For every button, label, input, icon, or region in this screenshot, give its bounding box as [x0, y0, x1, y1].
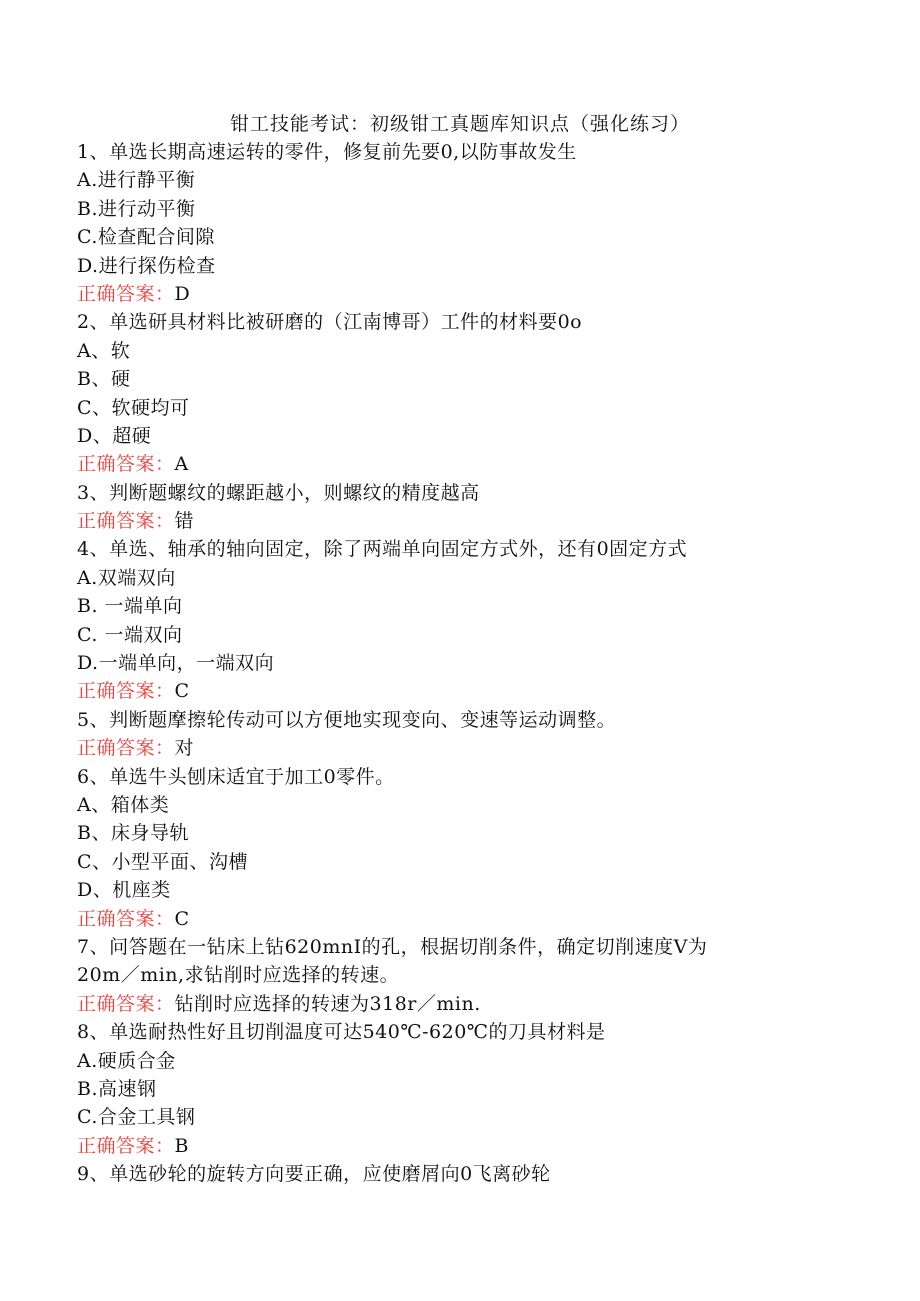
- answer-option: D.一端单向，一端双向: [77, 652, 275, 675]
- correct-answer-row: [77, 507, 797, 535]
- question-stem: 1、单选长期高速运转的零件，修复前先要0,以防事故发生: [77, 141, 577, 163]
- correct-answer-label: 正确答案：: [77, 680, 175, 703]
- answer-option: C. 一端双向: [77, 623, 183, 646]
- correct-answer-label: 正确答案：: [77, 282, 175, 305]
- answer-option: C.检查配合间隙: [77, 226, 215, 249]
- correct-answer-row: [77, 990, 797, 1018]
- document-title: 钳工技能考试：初级钳工真题库知识点（强化练习）: [229, 113, 690, 135]
- correct-answer-value: 钻削时应选择的转速为318r／min.: [174, 992, 481, 1015]
- correct-answer-label: 正确答案：: [77, 992, 175, 1015]
- question-block: [77, 1160, 797, 1188]
- correct-answer-label: 正确答案：: [77, 1134, 175, 1157]
- answer-option: D、超硬: [77, 424, 152, 447]
- question-stem: 5、判断题摩擦轮传动可以方便地实现变向、变速等运动调整。: [77, 708, 617, 731]
- question-block: [77, 535, 797, 705]
- answer-option: B.高速钢: [77, 1077, 157, 1100]
- answer-option: C、软硬均可: [77, 396, 190, 419]
- answer-option: D、机座类: [77, 879, 171, 902]
- answer-option: A、箱体类: [77, 793, 170, 816]
- answer-option: B. 一端单向: [77, 595, 183, 618]
- answer-option: A.硬质合金: [77, 1049, 176, 1072]
- answer-option: D.进行探伤检查: [77, 254, 216, 277]
- question-block: [77, 706, 797, 763]
- question-list: [77, 138, 797, 1188]
- question-stem: 6、单选牛头刨床适宜于加工0零件。: [77, 765, 395, 788]
- correct-answer-value: C: [174, 680, 190, 703]
- answer-option: A、软: [77, 339, 131, 362]
- answer-option: B、硬: [77, 368, 131, 391]
- question-stem: 7、问答题在一钻床上钻620mnI的孔，根据切削条件，确定切削速度V为: [77, 935, 708, 958]
- question-block: [77, 1018, 797, 1160]
- correct-answer-row: [77, 450, 797, 478]
- question-stem: 2、单选研具材料比被研磨的（江南博哥）工件的材料要0o: [77, 311, 583, 334]
- correct-answer-value: B: [174, 1134, 189, 1157]
- correct-answer-row: [77, 677, 797, 705]
- question-stem: 4、单选、轴承的轴向固定，除了两端单向固定方式外，还有0固定方式: [77, 538, 688, 561]
- question-block: [77, 138, 797, 308]
- question-stem: 3、判断题螺纹的螺距越小，则螺纹的精度越高: [77, 481, 480, 504]
- correct-answer-value: 对: [174, 737, 195, 760]
- question-block: [77, 933, 797, 1018]
- correct-answer-label: 正确答案：: [77, 510, 175, 533]
- answer-option: C、小型平面、沟槽: [77, 850, 249, 873]
- correct-answer-label: 正确答案：: [77, 737, 175, 760]
- correct-answer-row: [77, 1132, 797, 1160]
- correct-answer-row: [77, 280, 797, 308]
- answer-option: A.进行静平衡: [77, 169, 196, 192]
- question-block: [77, 763, 797, 933]
- answer-option: B.进行动平衡: [77, 197, 196, 220]
- question-stem: 9、单选砂轮的旋转方向要正确，应使磨屑向0飞离砂轮: [77, 1163, 551, 1186]
- correct-answer-label: 正确答案：: [77, 453, 175, 476]
- question-block: [77, 308, 797, 478]
- question-block: [77, 479, 797, 536]
- correct-answer-row: [77, 734, 797, 762]
- correct-answer-value: 错: [174, 510, 195, 533]
- correct-answer-row: [77, 905, 797, 933]
- correct-answer-value: D: [174, 282, 191, 305]
- correct-answer-label: 正确答案：: [77, 907, 175, 930]
- correct-answer-value: A: [174, 453, 189, 476]
- question-stem: 20m／min,求钻削时应选择的转速。: [77, 964, 400, 987]
- answer-option: B、床身导轨: [77, 822, 189, 845]
- answer-option: A.双端双向: [77, 566, 176, 589]
- answer-option: C.合金工具钢: [77, 1106, 196, 1129]
- question-stem: 8、单选耐热性好且切削温度可达540℃-620℃的刀具材料是: [77, 1021, 606, 1044]
- correct-answer-value: C: [174, 907, 190, 930]
